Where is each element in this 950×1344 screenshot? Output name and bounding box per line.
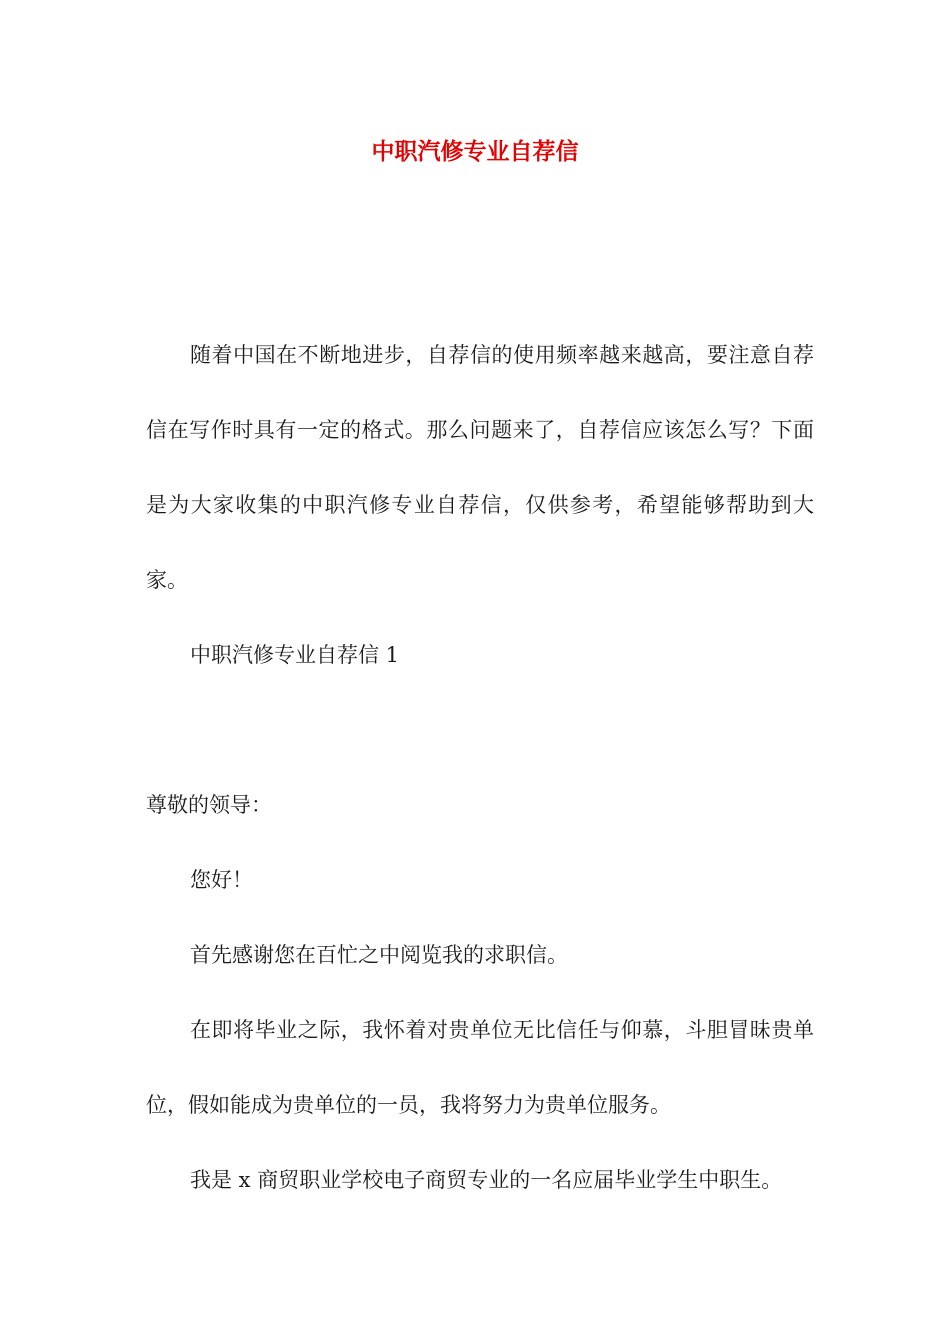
greeting: 您好！: [190, 868, 253, 892]
body-paragraph: 我是 x 商贸职业学校电子商贸专业的一名应届毕业学生中职生。: [190, 1168, 783, 1192]
body-paragraph: 在即将毕业之际，我怀着对贵单位无比信任与仰慕，斗胆冒昧贵单位，假如能成为贵单位的一员，我将努力为贵单位服务。: [146, 1018, 814, 1117]
spacer: [146, 693, 814, 768]
document-title: 中职汽修专业自荐信: [371, 138, 579, 165]
document-body: [146, 318, 814, 1218]
body-paragraph: 首先感谢您在百忙之中阅览我的求职信。: [190, 943, 568, 967]
salutation: 尊敬的领导：: [146, 793, 272, 817]
section-heading: 中职汽修专业自荐信 1: [190, 643, 400, 667]
intro-paragraph: 随着中国在不断地进步，自荐信的使用频率越来越高，要注意自荐信在写作时具有一定的格式。那么问题来了，自荐信应该怎么写？下面是为大家收集的中职汽修专业自荐信，仅供参考，希望能够帮助到大家。: [146, 343, 814, 592]
